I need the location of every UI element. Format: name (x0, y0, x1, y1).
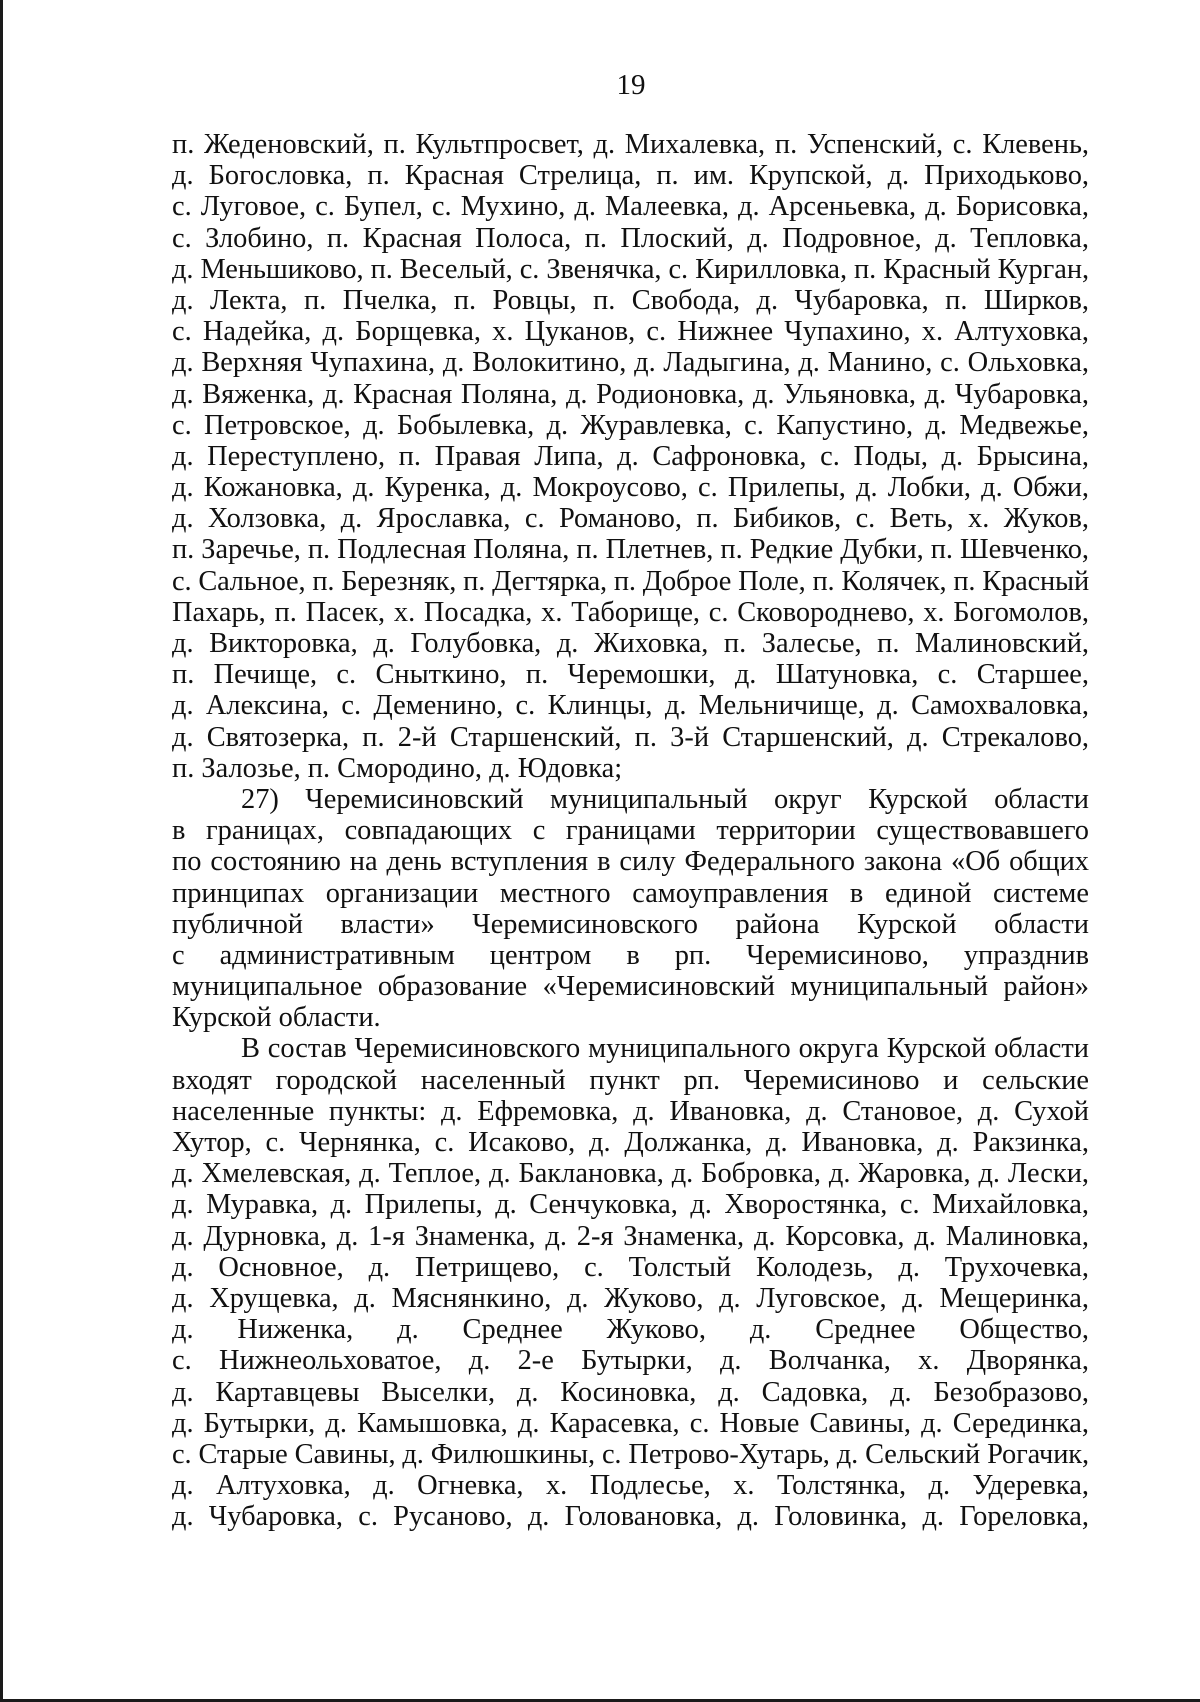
text-line: с административным центром в рп. Черемисиново, упразднив (172, 939, 1089, 971)
text-line: д. Алексина, с. Деменино, с. Клинцы, д. Мельничище, д. Самохваловка, (172, 690, 1089, 722)
text-line: 27) Черемисиновский муниципальный округ Курской области (241, 783, 1089, 815)
text-line: с. Луговое, с. Бупел, с. Мухино, д. Малеевка, д. Арсеньевка, д. Борисовка, (172, 191, 1089, 223)
text-line: в границах, совпадающих с границами территории существовавшего (172, 815, 1089, 847)
text-line: публичной власти» Черемисиновского района Курской области (172, 908, 1089, 940)
text-line: д. Вяженка, д. Красная Поляна, д. Родионовка, д. Ульяновка, д. Чубаровка, (172, 378, 1089, 410)
text-line: В состав Черемисиновского муниципального округа Курской области (241, 1033, 1089, 1065)
text-line: д. Меньшиково, п. Веселый, с. Звенячка, с. Кирилловка, п. Красный Курган, (172, 253, 1089, 285)
text-line: с. Злобино, п. Красная Полоса, п. Плоский, д. Подровное, д. Тепловка, (172, 222, 1089, 254)
text-line: п. Заречье, п. Подлесная Поляна, п. Плетнев, п. Редкие Дубки, п. Шевченко, (172, 534, 1089, 566)
text-line: с. Нижнеольховатое, д. 2-е Бутырки, д. Волчанка, х. Дворянка, (172, 1345, 1089, 1377)
text-line: входят городской населенный пункт рп. Черемисиново и сельские (172, 1064, 1089, 1096)
text-line: д. Холзовка, д. Ярославка, с. Романово, п. Бибиков, с. Веть, х. Жуков, (172, 503, 1089, 535)
text-line: д. Муравка, д. Прилепы, д. Сенчуковка, д. Хворостянка, с. Михайловка, (172, 1189, 1089, 1221)
text-line: Курской области. (172, 1002, 381, 1034)
text-line: с. Петровское, д. Бобылевка, д. Журавлевка, с. Капустино, д. Медвежье, (172, 409, 1089, 441)
text-line: д. Хмелевская, д. Теплое, д. Баклановка, д. Бобровка, д. Жаровка, д. Лески, (172, 1158, 1089, 1190)
text-line: Хутор, с. Чернянка, с. Исаково, д. Должанка, д. Ивановка, д. Ракзинка, (172, 1127, 1089, 1158)
text-line: муниципальное образование «Черемисиновский муниципальный район» (172, 971, 1089, 1003)
text-line: по состоянию на день вступления в силу Федерального закона «Об общих (172, 846, 1089, 878)
text-line: д. Бутырки, д. Камышовка, д. Карасевка, с. Новые Савины, д. Серединка, (172, 1407, 1089, 1439)
text-line: п. Залозье, п. Смородино, д. Юдовка; (172, 752, 623, 784)
text-line: д. Чубаровка, с. Русаново, д. Головановка, д. Головинка, д. Гореловка, (172, 1501, 1089, 1533)
text-line: д. Картавцевы Выселки, д. Косиновка, д. Садовка, д. Безобразово, (172, 1376, 1089, 1408)
text-line: д. Хрущевка, д. Мяснянкино, д. Жуково, д. Луговское, д. Мещеринка, (172, 1282, 1089, 1314)
text-line: Пахарь, п. Пасек, х. Посадка, х. Таборище, с. Сковороднево, х. Богомолов, (172, 596, 1089, 628)
text-line: д. Богословка, п. Красная Стрелица, п. им. Крупской, д. Приходьково, (172, 160, 1089, 192)
text-line: д. Переступлено, п. Правая Липа, д. Сафроновка, с. Поды, д. Брысина, (172, 440, 1089, 472)
text-line: п. Жеденовский, п. Культпросвет, д. Михалевка, п. Успенский, с. Клевень, (172, 129, 1089, 160)
text-line: д. Лекта, п. Пчелка, п. Ровцы, п. Свобода, д. Чубаровка, п. Ширков, (172, 284, 1089, 316)
text-line: д. Алтуховка, д. Огневка, х. Подлесье, х. Толстянка, д. Удеревка, (172, 1470, 1089, 1502)
body-text (172, 129, 1089, 1532)
text-line: д. Святозерка, п. 2-й Старшенский, п. 3-й Старшенский, д. Стрекалово, (172, 721, 1089, 753)
text-line: д. Основное, д. Петрищево, с. Толстый Колодезь, д. Трухочевка, (172, 1251, 1089, 1283)
text-line: п. Печище, с. Сныткино, п. Черемошки, д. Шатуновка, с. Старшее, (172, 659, 1089, 691)
text-line: д. Верхняя Чупахина, д. Волокитино, д. Ладыгина, д. Манино, с. Ольховка, (172, 347, 1089, 379)
text-line: с. Сальное, п. Березняк, п. Дегтярка, п. Доброе Поле, п. Колячек, п. Красный (172, 565, 1089, 597)
text-line: с. Старые Савины, д. Филюшкины, с. Петрово-Хутарь, д. Сельский Рогачик, (172, 1438, 1089, 1470)
page-number: 19 (616, 69, 646, 101)
text-line: д. Викторовка, д. Голубовка, д. Жиховка, п. Залесье, п. Малиновский, (172, 628, 1089, 659)
text-line: принципах организации местного самоуправления в единой системе (172, 877, 1089, 909)
text-line: с. Надейка, д. Борщевка, х. Цуканов, с. Нижнее Чупахино, х. Алтуховка, (172, 316, 1089, 348)
scan-edge-left (0, 0, 3, 1702)
text-line: д. Кожановка, д. Куренка, д. Мокроусово, с. Прилепы, д. Лобки, д. Обжи, (172, 472, 1089, 504)
text-line: д. Дурновка, д. 1-я Знаменка, д. 2-я Знаменка, д. Корсовка, д. Малиновка, (172, 1220, 1089, 1252)
text-line: населенные пункты: д. Ефремовка, д. Ивановка, д. Становое, д. Сухой (172, 1095, 1089, 1127)
text-line: д. Ниженка, д. Среднее Жуково, д. Среднее Общество, (172, 1314, 1089, 1346)
